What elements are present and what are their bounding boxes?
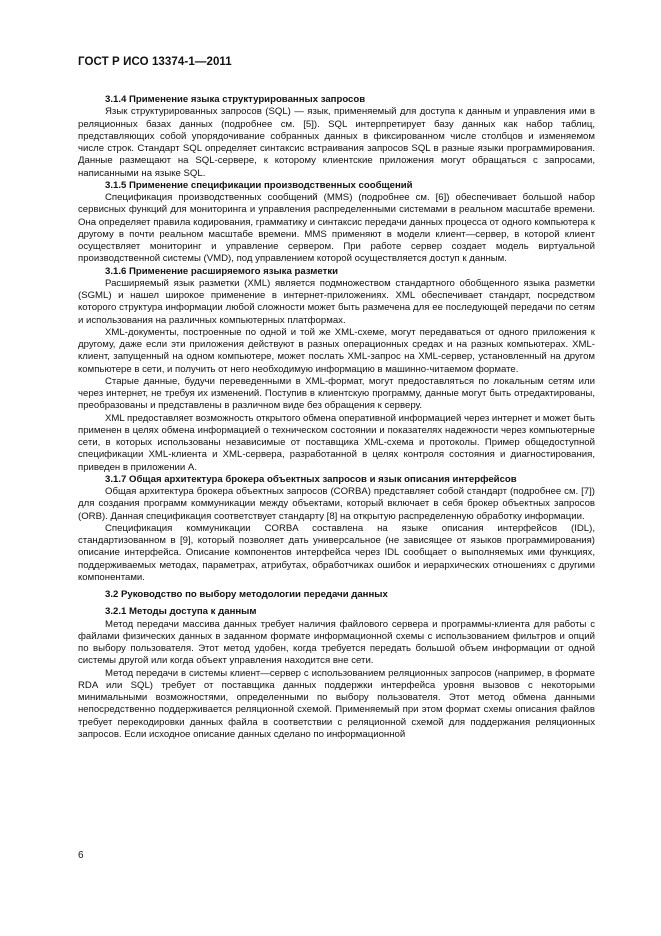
section-heading-3-1-6: 3.1.6 Применение расширяемого языка разметки (105, 265, 339, 277)
paragraph: Спецификация коммуникации CORBA составлена на языке описания интерфейсов (IDL), стандартизованном в [9], который позволяет дать универсальное (не зависящее от языков программирования) описание интерфейса. Описание компонентов интерфейса через IDL сообщает о выполняемых ими функциях, поддерживаемых методах, параметрах, атрибутах, обработчиках ошибок и иерархических отношениях с другими компонентами. (78, 522, 595, 583)
paragraph: XML-документы, построенные по одной и той же XML-схеме, могут передаваться от одного приложения к другому, даже если эти приложения действуют в разных операционных средах и на разных компьютерах. XML-клиент, запущенный на одном компьютере, может послать XML-запрос на XML-сервер, установленный на другом компьютере в сети, и получить от него необходимую информацию в машинно-читаемом формате. (78, 326, 595, 375)
section-heading-3-1-7: 3.1.7 Общая архитектура брокера объектных запросов и язык описания интерфейсов (105, 473, 517, 485)
paragraph: Старые данные, будучи переведенными в XML-формат, могут предоставляться по локальным сетям или через интернет, не требуя их изменений. Поступив в клиентскую программу, данные могут быть отредактированы, преобразованы и представлены в различном виде без обращения к серверу. (78, 375, 595, 412)
paragraph: Язык структурированных запросов (SQL) — язык, применяемый для доступа к данным и управления ими в реляционных базах данных (подробнее см. [5]). SQL интерпретирует базу данных как набор таблиц, представляющих собой упорядочивание собранных данных в фиксированном числе столбцов и изменяемом числе строк. Стандарт SQL определяет синтаксис встраивания запросов SQL в разные языки программирования. Данные размещают на SQL-сервере, к которому клиентские приложения могут обращаться с запросами, написанными на языке SQL. (78, 106, 595, 179)
section-heading-3-1-4: 3.1.4 Применение языка структурированных запросов (105, 94, 366, 105)
paragraph: Общая архитектура брокера объектных запросов (CORBA) представляет собой стандарт (подробнее см. [7]) для создания программ коммуникации между объектами, который включает в себя брокер объектных запросов (ORB). Данная спецификация соответствует стандарту [8] на открытую распределенную обработку информации. (78, 486, 595, 522)
paragraph: Метод передачи массива данных требует наличия файлового сервера и программы-клиента для работы с файлами физических данных в заданном формате информационной схемы с использованием фильтров и опций по выбору пользователя. Этот метод удобен, когда требуется передать большой объем информации от одной системы другой или когда объект управления находится вне сети. (78, 618, 595, 667)
paragraph: Спецификация производственных сообщений (MMS) (подробнее см. [6]) обеспечивает большой набор сервисных функций для мониторинга и управления распределенными системами в реальном масштабе времени. Она определяет правила кодирования, грамматику и синтаксис передачи данных процесса от одного компьютера к другому в почти реальном масштабе времени. MMS применяют в модели клиент—сервер, в которой клиент осуществляет мониторинг и управление сервером. При работе сервер создает модель виртуальной производственной системы (VMD), под управлением которой осуществляется доступ к данным. (78, 192, 595, 265)
paragraph: Метод передачи в системы клиент—сервер с использованием реляционных запросов (например, в формате RDA или SQL) требует от поставщика данных поддержки интерфейса уровня вызовов с некоторыми минимальными возможностями, определенными по выбору пользователя. Этот метод обмена данными непосредственно поддерживается реляционной схемой. Применяемый при этом формат схемы описания файлов требует перекодировки данных файла в соответствии с реляционной схемой для поддержания реляционных запросов. Если исходное описание данных сделано по информационной (78, 667, 595, 740)
section-heading-3-2-1: 3.2.1 Методы доступа к данным (105, 606, 257, 618)
document-body (78, 94, 595, 741)
section-heading-3-2: 3.2 Руководство по выбору методологии передачи данных (105, 589, 388, 600)
document-header: ГОСТ Р ИСО 13374-1—2011 (78, 56, 232, 68)
section-heading-3-1-5: 3.1.5 Применение спецификации производственных сообщений (105, 179, 413, 191)
paragraph: XML предоставляет возможность открытого обмена оперативной информацией через интернет и может быть применен в целях обмена информацией о техническом состоянии и показателях надежности через компьютерные сети, в которых использованы независимые от поставщика XML-схема и протоколы. Пример общедоступной спецификации XML-клиента и XML-сервера, разработанной в целях контроля состояния и диагностирования, приведен в приложении А. (78, 412, 596, 473)
page-number: 6 (78, 850, 84, 861)
paragraph: Расширяемый язык разметки (XML) является подмножеством стандартного обобщенного языка разметки (SGML) и нашел широкое применение в интернет-приложениях. XML обеспечивает стандарт, посредством которого структура информации любой сложности может быть размечена для ее последующей передачи по сетям и использования на различных компьютерных платформах. (78, 277, 595, 326)
